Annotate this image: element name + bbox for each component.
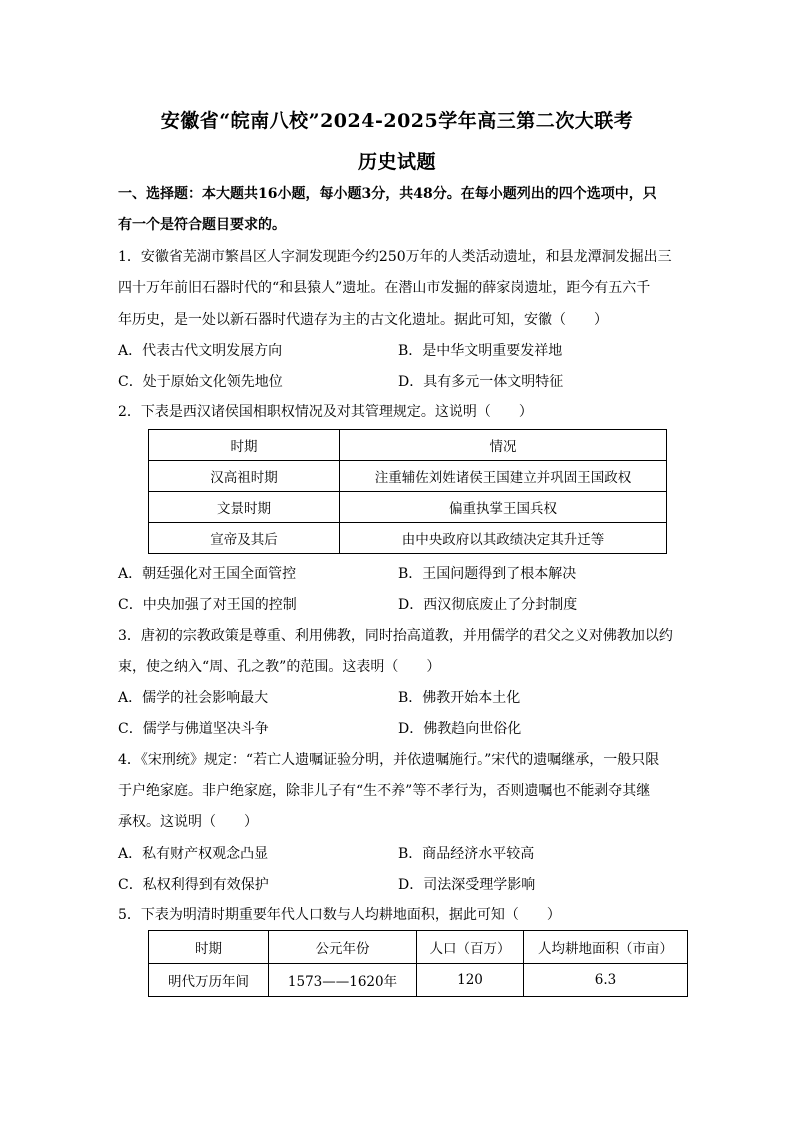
q4-option-d[interactable]: D．司法深受理学影响 xyxy=(398,877,536,893)
table-cell: 明代万历年间 xyxy=(149,964,269,997)
exam-title: 安徽省“皖南八校”2024-2025学年高三第二次大联考 xyxy=(160,110,634,132)
q4-line-1: 4．《宋刑统》规定：“若亡人遗嘱证验分明，并依遗嘱施行。”宋代的遗嘱继承，一般只限 xyxy=(118,752,660,768)
q3-option-b[interactable]: B．佛教开始本土化 xyxy=(398,690,521,706)
table-row xyxy=(149,964,688,997)
q2-line-1: 2．下表是西汉诸侯国相职权情况及对其管理规定。这说明（ ） xyxy=(118,404,533,420)
table-cell: 文景时期 xyxy=(149,492,340,523)
q1-option-a[interactable]: A．代表古代文明发展方向 xyxy=(118,343,283,359)
table-cell: 6.3 xyxy=(524,964,688,997)
exam-subtitle: 历史试题 xyxy=(357,151,436,173)
q4-line-3: 承权。这说明（ ） xyxy=(118,814,258,830)
q3-line-1: 3．唐初的宗教政策是尊重、利用佛教，同时抬高道教，并用儒学的君父之义对佛教加以约 xyxy=(118,628,673,644)
table-header-cell: 情况 xyxy=(340,430,667,461)
section-instruction-line-1: 一、选择题：本大题共16小题，每小题3分，共48分。在每小题列出的四个选项中，只 xyxy=(118,186,657,202)
table-cell: 由中央政府以其政绩决定其升迁等 xyxy=(340,523,667,554)
table-row xyxy=(149,492,667,523)
table-header-cell: 时期 xyxy=(149,931,269,964)
q5-table xyxy=(148,930,688,997)
table-cell: 汉高祖时期 xyxy=(149,461,340,492)
q4-line-2: 于户绝家庭。非户绝家庭，除非儿子有“生不养”等不孝行为，否则遗嘱也不能剥夺其继 xyxy=(118,783,651,799)
table-cell: 偏重执掌王国兵权 xyxy=(340,492,667,523)
q5-line-1: 5．下表为明清时期重要年代人口数与人均耕地面积，据此可知（ ） xyxy=(118,907,561,923)
q3-option-d[interactable]: D．佛教趋向世俗化 xyxy=(398,721,522,737)
q3-option-a[interactable]: A．儒学的社会影响最大 xyxy=(118,690,269,706)
q3-line-2: 束，使之纳入“周、孔之教”的范围。这表明（ ） xyxy=(118,659,441,675)
q1-line-1: 1．安徽省芜湖市繁昌区人字洞发现距今约250万年的人类活动遗址，和县龙潭洞发掘出三 xyxy=(118,249,672,265)
q4-option-c[interactable]: C．私权利得到有效保护 xyxy=(118,877,269,893)
table-cell: 1573——1620年 xyxy=(269,964,417,997)
table-header-cell: 人均耕地面积（市亩） xyxy=(524,931,688,964)
table-header-cell: 公元年份 xyxy=(269,931,417,964)
table-header-row xyxy=(149,931,688,964)
table-row xyxy=(149,461,667,492)
q1-option-b[interactable]: B．是中华文明重要发祥地 xyxy=(398,343,563,359)
q4-option-b[interactable]: B．商品经济水平较高 xyxy=(398,846,535,862)
table-header-cell: 人口（百万） xyxy=(417,931,524,964)
q3-option-c[interactable]: C．儒学与佛道坚决斗争 xyxy=(118,721,269,737)
q2-option-a[interactable]: A．朝廷强化对王国全面管控 xyxy=(118,566,297,582)
table-row xyxy=(149,523,667,554)
section-instruction-line-2: 有一个是符合题目要求的。 xyxy=(118,217,286,233)
table-header-cell: 时期 xyxy=(149,430,340,461)
q2-table xyxy=(148,429,667,554)
q1-option-d[interactable]: D．具有多元一体文明特征 xyxy=(398,374,564,390)
table-cell: 宣帝及其后 xyxy=(149,523,340,554)
q4-option-a[interactable]: A．私有财产权观念凸显 xyxy=(118,846,269,862)
q1-option-c[interactable]: C．处于原始文化领先地位 xyxy=(118,374,283,390)
q2-option-b[interactable]: B．王国问题得到了根本解决 xyxy=(398,566,577,582)
table-cell: 120 xyxy=(417,964,524,997)
q1-line-3: 年历史，是一处以新石器时代遗存为主的古文化遗址。据此可知，安徽（ ） xyxy=(118,312,608,328)
table-cell: 注重辅佐刘姓诸侯王国建立并巩固王国政权 xyxy=(340,461,667,492)
q2-option-c[interactable]: C．中央加强了对王国的控制 xyxy=(118,597,297,613)
table-header-row xyxy=(149,430,667,461)
q2-option-d[interactable]: D．西汉彻底废止了分封制度 xyxy=(398,597,578,613)
q1-line-2: 四十万年前旧石器时代的“和县猿人”遗址。在潜山市发掘的薛家岗遗址，距今有五六千 xyxy=(118,280,651,296)
